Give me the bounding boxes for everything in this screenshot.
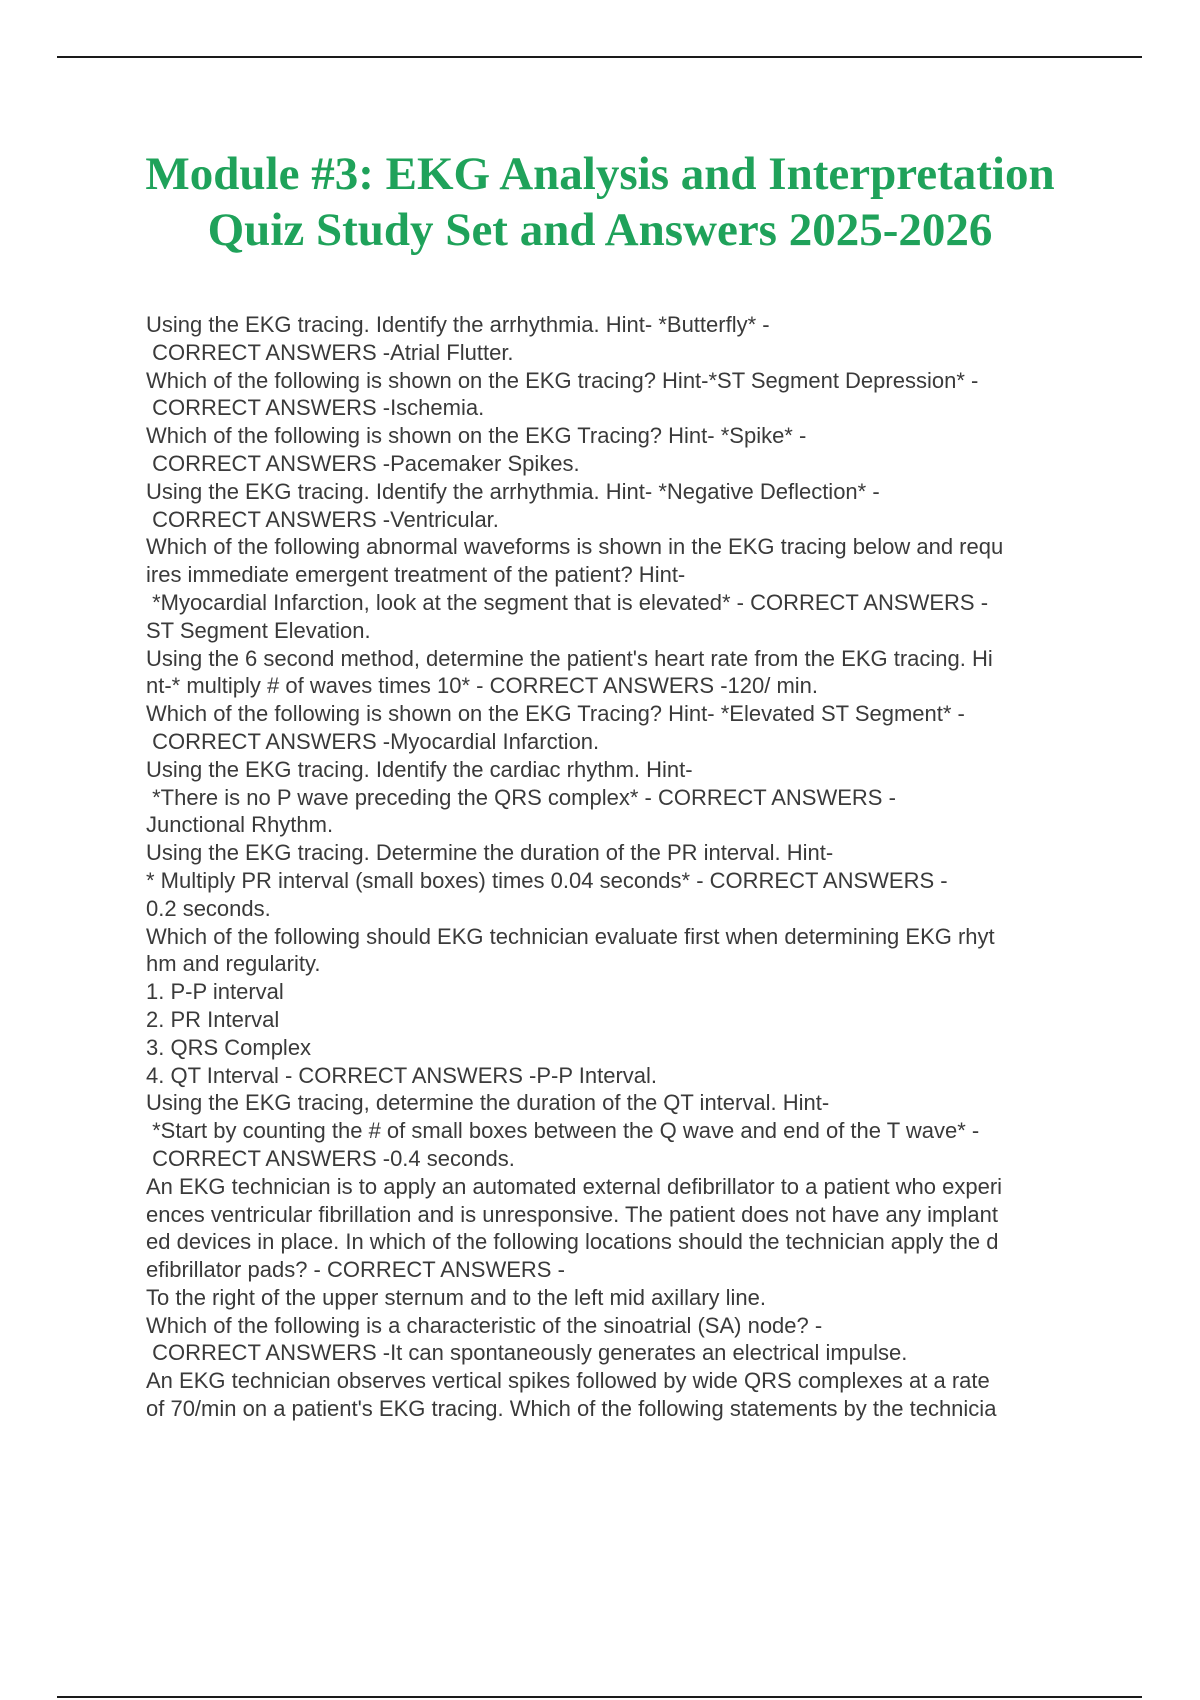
text-line: CORRECT ANSWERS -Ischemia. [146, 395, 485, 421]
text-line: ed devices in place. In which of the following locations should the technician apply the d [146, 1229, 999, 1255]
text-line: CORRECT ANSWERS -Pacemaker Spikes. [146, 450, 580, 476]
text-line: 1. P-P interval [146, 979, 284, 1005]
text-line: Which of the following is shown on the EKG tracing? Hint-*ST Segment Depression* - [146, 367, 979, 393]
text-line: *There is no P wave preceding the QRS complex* - CORRECT ANSWERS - [146, 784, 896, 810]
text-line: Using the EKG tracing. Identify the arrhythmia. Hint- *Butterfly* - [146, 312, 770, 337]
text-line: Using the EKG tracing, determine the duration of the QT interval. Hint- [146, 1090, 830, 1116]
text-line: ST Segment Elevation. [146, 617, 371, 643]
text-line: CORRECT ANSWERS -Ventricular. [146, 506, 499, 532]
text-line: An EKG technician is to apply an automated external defibrillator to a patient who experi [146, 1173, 1003, 1199]
text-line: ences ventricular fibrillation and is unresponsive. The patient does not have any implant [146, 1201, 998, 1227]
text-line: 3. QRS Complex [146, 1034, 312, 1060]
bottom-rule [57, 1696, 1142, 1698]
text-line: hm and regularity. [146, 951, 321, 977]
text-line: Which of the following abnormal waveforms is shown in the EKG tracing below and requ [146, 534, 1004, 560]
text-line: 2. PR Interval [146, 1006, 280, 1032]
title-line-2: Quiz Study Set and Answers 2025-2026 [207, 204, 993, 256]
title-line-1: Module #3: EKG Analysis and Interpretation [145, 148, 1055, 200]
text-line: 0.2 seconds. [146, 895, 271, 921]
text-line: of 70/min on a patient's EKG tracing. Which of the following statements by the technicia [146, 1396, 997, 1422]
text-line: 4. QT Interval - CORRECT ANSWERS -P-P Interval. [146, 1062, 658, 1088]
text-line: CORRECT ANSWERS -It can spontaneously generates an electrical impulse. [146, 1340, 908, 1366]
text-line: CORRECT ANSWERS -0.4 seconds. [146, 1145, 515, 1171]
text-line: Using the EKG tracing. Identify the cardiac rhythm. Hint- [146, 756, 693, 782]
text-line: efibrillator pads? - CORRECT ANSWERS - [146, 1257, 565, 1283]
document-title [60, 146, 1140, 258]
text-line: *Start by counting the # of small boxes between the Q wave and end of the T wave* - [146, 1118, 980, 1144]
text-line: Which of the following is shown on the EKG Tracing? Hint- *Elevated ST Segment* - [146, 701, 965, 727]
text-line: Using the EKG tracing. Identify the arrhythmia. Hint- *Negative Deflection* - [146, 478, 880, 504]
text-line: Using the EKG tracing. Determine the duration of the PR interval. Hint- [146, 840, 834, 866]
text-line: ires immediate emergent treatment of the patient? Hint- [146, 562, 686, 588]
text-line: To the right of the upper sternum and to the left mid axillary line. [146, 1284, 766, 1310]
text-line: An EKG technician observes vertical spikes followed by wide QRS complexes at a rate [146, 1368, 990, 1394]
text-line: CORRECT ANSWERS -Myocardial Infarction. [146, 728, 600, 754]
text-line: *Myocardial Infarction, look at the segment that is elevated* - CORRECT ANSWERS - [146, 589, 989, 615]
top-rule [57, 56, 1142, 58]
text-line: Which of the following should EKG technician evaluate first when determining EKG rhyt [146, 923, 995, 949]
question-answer-text [146, 311, 1146, 1423]
text-line: Which of the following is shown on the EKG Tracing? Hint- *Spike* - [146, 423, 807, 449]
text-line: * Multiply PR interval (small boxes) times 0.04 seconds* - CORRECT ANSWERS - [146, 867, 948, 893]
text-line: Using the 6 second method, determine the patient's heart rate from the EKG tracing. Hi [146, 645, 993, 671]
text-line: nt-* multiply # of waves times 10* - CORRECT ANSWERS -120/ min. [146, 673, 819, 699]
text-line: CORRECT ANSWERS -Atrial Flutter. [146, 339, 514, 365]
text-line: Junctional Rhythm. [146, 812, 334, 838]
text-line: Which of the following is a characteristic of the sinoatrial (SA) node? - [146, 1312, 823, 1338]
